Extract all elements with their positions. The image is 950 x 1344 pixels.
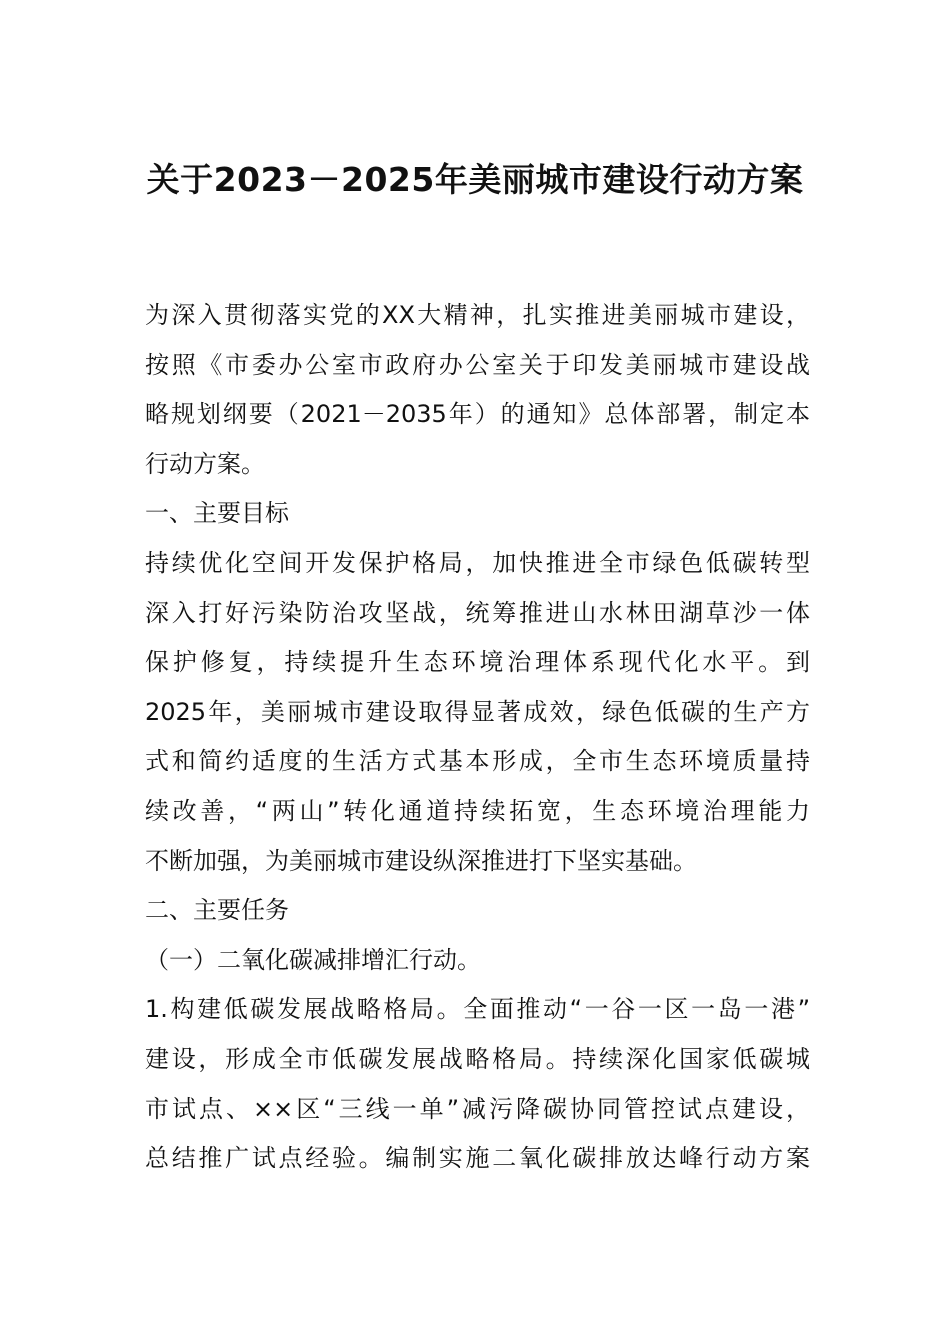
paragraph-line: 略规划纲要（2021－2035年）的通知》总体部署，制定本: [145, 400, 810, 429]
section-heading: 二、主要任务: [145, 896, 289, 925]
paragraph-line: 式和简约适度的生活方式基本形成，全市生态环境质量持: [145, 747, 810, 776]
paragraph-line: 续改善，“两山”转化通道持续拓宽，生态环境治理能力: [145, 796, 810, 825]
paragraph-line: 市试点、××区“三线一单”减污降碳协同管控试点建设，: [145, 1094, 810, 1123]
paragraph-line: 持续优化空间开发保护格局，加快推进全市绿色低碳转型: [145, 548, 810, 577]
paragraph-line: 总结推广试点经验。编制实施二氧化碳排放达峰行动方案: [145, 1144, 810, 1173]
paragraph-line: 建设，形成全市低碳发展战略格局。持续深化国家低碳城: [145, 1044, 810, 1073]
section-heading: 一、主要目标: [145, 499, 289, 528]
paragraph-line: 保护修复，持续提升生态环境治理体系现代化水平。到: [145, 648, 810, 677]
paragraph-line: 不断加强，为美丽城市建设纵深推进打下坚实基础。: [145, 846, 697, 875]
paragraph-line: 按照《市委办公室市政府办公室关于印发美丽城市建设战: [145, 350, 810, 379]
paragraph-line: 1.构建低碳发展战略格局。全面推动“一谷一区一岛一港”: [145, 995, 810, 1024]
paragraph-line: 2025年，美丽城市建设取得显著成效，绿色低碳的生产方: [145, 697, 810, 726]
paragraph-line: 行动方案。: [145, 449, 265, 478]
paragraph-line: 为深入贯彻落实党的XX大精神，扎实推进美丽城市建设，: [145, 301, 810, 329]
document-body: [145, 291, 810, 1184]
paragraph-line: 深入打好污染防治攻坚战，统筹推进山水林田湖草沙一体: [145, 598, 810, 627]
subsection-heading: （一）二氧化碳减排增汇行动。: [145, 945, 481, 974]
document-title: 关于2023－2025年美丽城市建设行动方案: [146, 160, 804, 199]
